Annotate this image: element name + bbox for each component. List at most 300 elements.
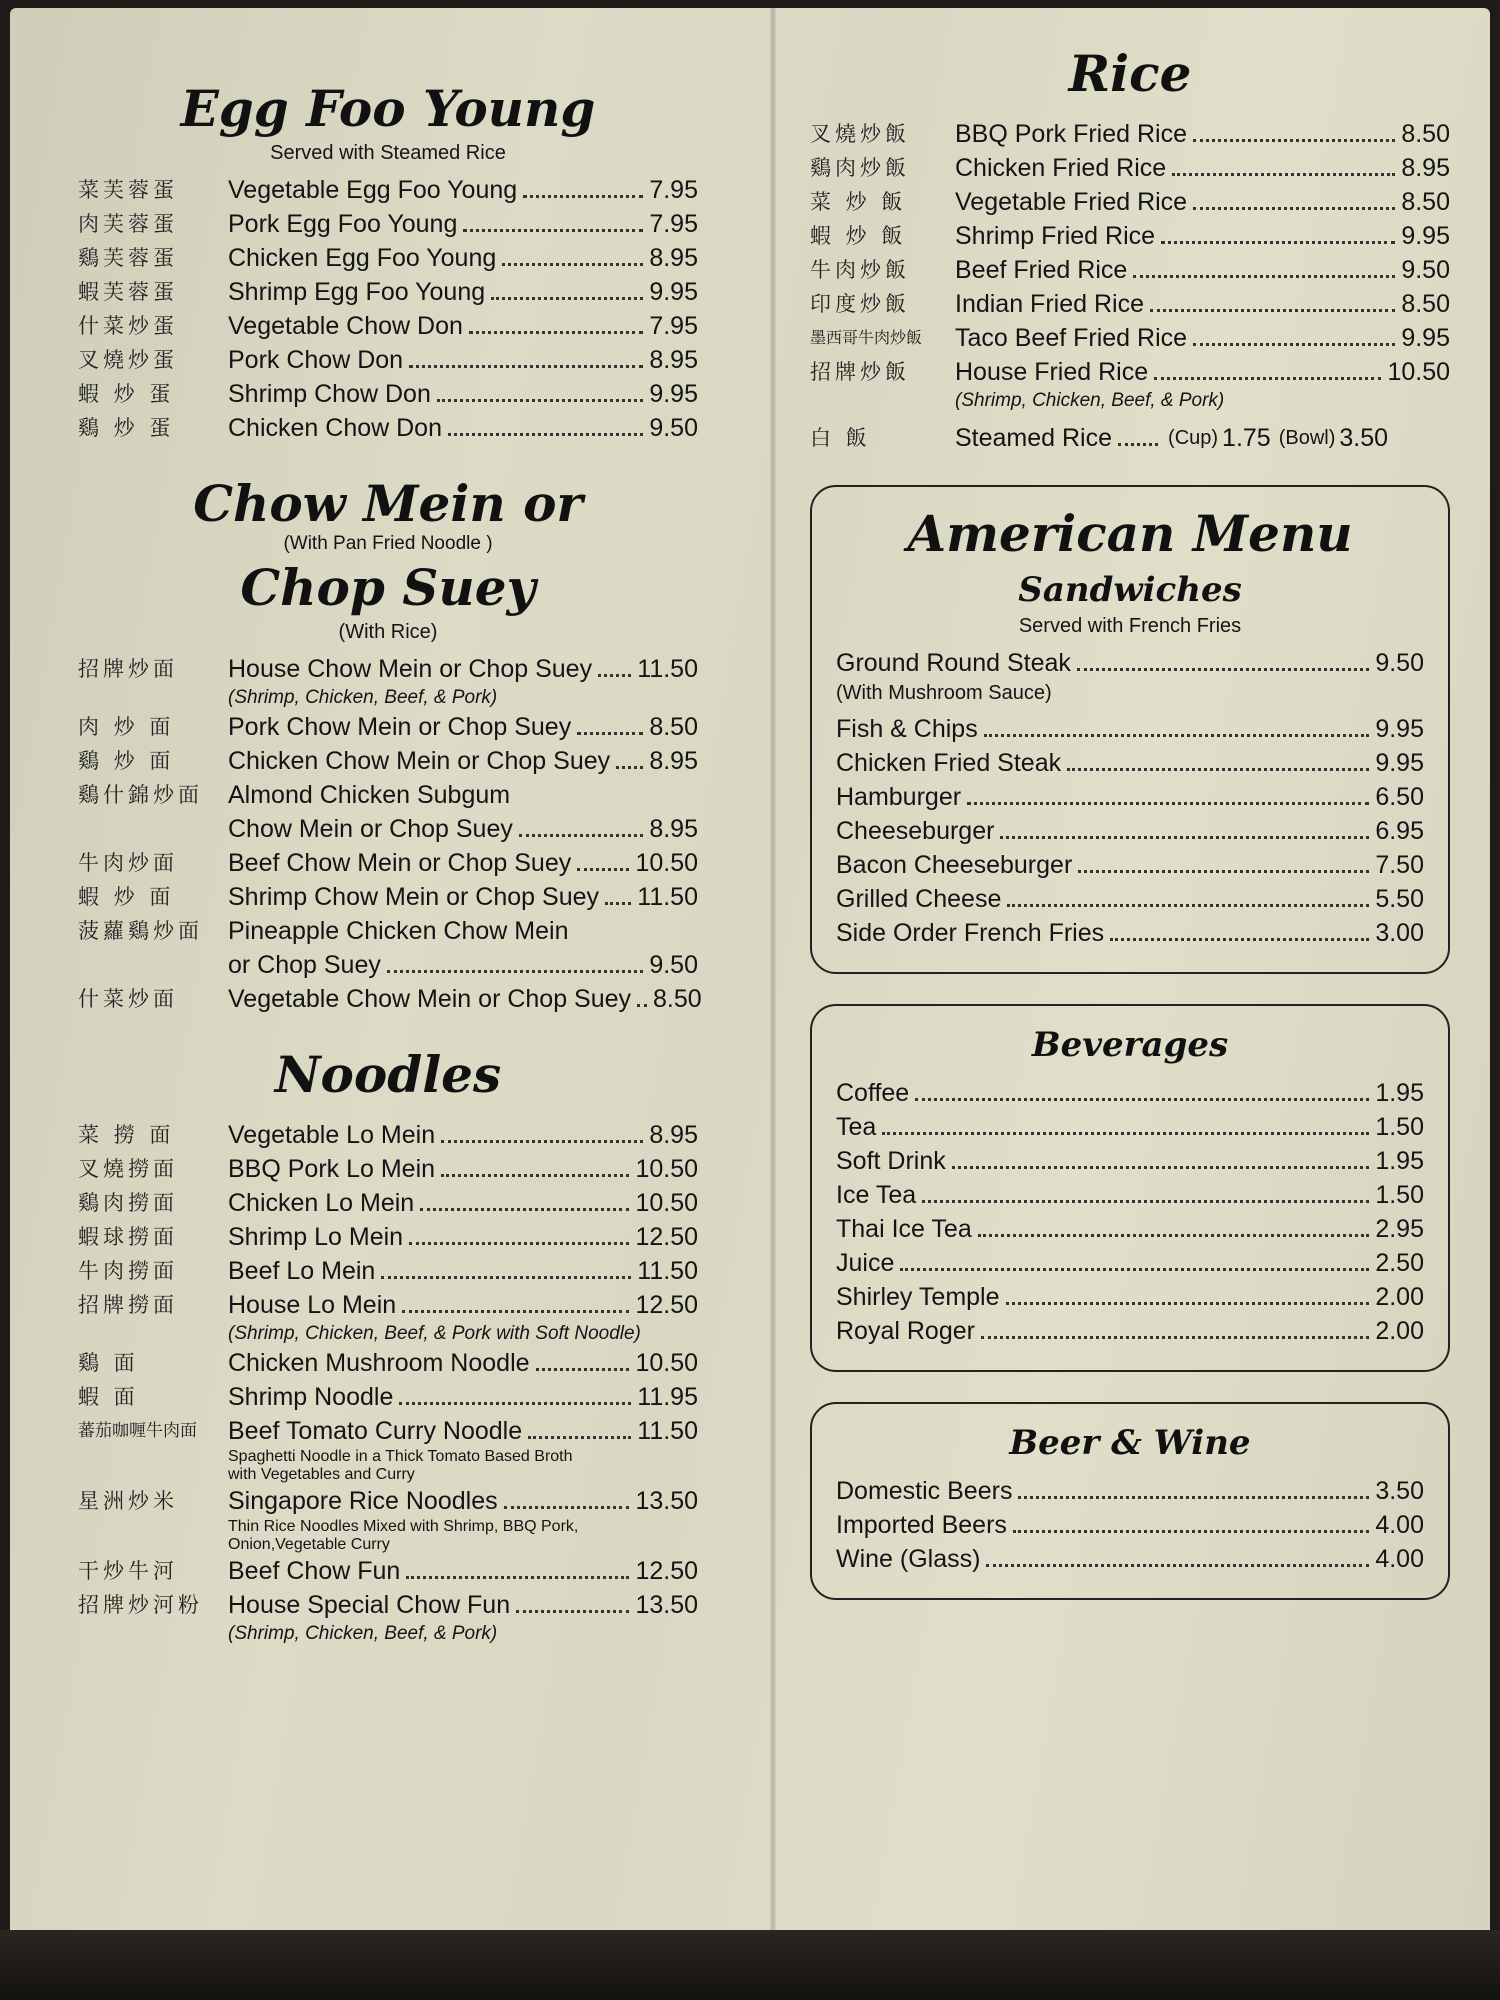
leader-dots [1193,139,1395,142]
menu-item [836,1076,1424,1110]
item-name: Fish & Chips [836,715,978,743]
item-name: Vegetable Fried Rice [955,188,1188,216]
item-name: Vegetable Chow Mein or Chop Suey [228,985,632,1013]
item-price: 7.95 [649,210,698,238]
menu-item [836,848,1424,882]
item-chinese-name: 菜芙蓉蛋 [78,178,178,202]
menu-item [836,712,1424,746]
menu-item [836,646,1424,680]
item-name: Shirley Temple [836,1283,1000,1311]
section-title: Noodles [274,1045,502,1104]
item-chinese-name: 什菜炒面 [78,987,178,1011]
item-price: 11.50 [637,883,698,911]
leader-dots [516,1610,629,1613]
item-name: BBQ Pork Fried Rice [955,120,1188,148]
menu-item [78,173,698,207]
item-chinese-name: 叉燒炒飯 [810,122,910,146]
item-name: House Special Chow Fun [228,1591,511,1619]
item-name: Beef Fried Rice [955,256,1128,284]
item-chinese-name: 蕃茄咖喱牛肉面 [78,1421,197,1441]
item-price: 1.95 [1375,1079,1424,1107]
menu-item-steamed-rice [810,421,1450,455]
menu-item [78,778,698,812]
item-price: 8.95 [649,815,698,843]
section-subtitle: Served with Steamed Rice [270,142,506,164]
item-price: 7.50 [1375,851,1424,879]
leader-dots [952,1166,1370,1169]
item-name: Shrimp Fried Rice [955,222,1156,250]
item-name: Shrimp Egg Foo Young [228,278,486,306]
leader-dots [1078,870,1369,873]
item-price: 9.50 [649,951,698,979]
beverages-box [810,1004,1450,1372]
item-price: 8.50 [1401,188,1450,216]
leader-dots [882,1132,1369,1135]
egg-foo-young-section [78,80,698,445]
item-chinese-name: 星洲炒米 [78,1489,178,1513]
menu-list [810,117,1450,455]
menu-item [810,355,1450,389]
item-name: Grilled Cheese [836,885,1002,913]
menu-item [78,1346,698,1380]
menu-item [78,1554,698,1588]
item-price: 8.95 [649,346,698,374]
leader-dots [978,1234,1370,1237]
item-chinese-name: 叉燒撈面 [78,1157,178,1181]
leader-dots [986,1564,1369,1567]
leader-dots [441,1174,629,1177]
item-chinese-name: 招牌撈面 [78,1293,178,1317]
item-chinese-name: 蝦 面 [78,1385,139,1409]
item-price: 1.50 [1375,1181,1424,1209]
leader-dots [448,433,643,436]
menu-item [78,880,698,914]
item-name: Pineapple Chicken Chow Mein [228,917,569,945]
menu-item [836,1542,1424,1576]
american-menu-box [810,485,1450,974]
leader-dots [1006,1302,1370,1305]
menu-item [810,117,1450,151]
item-price: 6.50 [1375,783,1424,811]
item-description-2: Onion,Vegetable Curry [228,1536,390,1553]
item-name: Beef Tomato Curry Noodle [228,1417,523,1445]
leader-dots [984,734,1370,737]
leader-dots [1007,904,1369,907]
item-price: 8.50 [653,985,702,1013]
menu-item [836,1280,1424,1314]
item-price: 13.50 [635,1487,698,1515]
item-price: 10.50 [635,1349,698,1377]
item-price: 10.50 [635,849,698,877]
leader-dots [1193,207,1395,210]
item-name: Royal Roger [836,1317,975,1345]
leader-dots [915,1098,1369,1101]
page-fold [770,8,776,1943]
item-price: 13.50 [635,1591,698,1619]
menu-item [78,744,698,778]
leader-dots [502,263,643,266]
leader-dots [605,902,631,905]
item-name: Beef Chow Mein or Chop Suey [228,849,572,877]
menu-item [78,1220,698,1254]
menu-item [78,1254,698,1288]
leader-dots [528,1436,631,1439]
menu-item-line-2 [78,948,698,982]
item-price: 12.50 [635,1223,698,1251]
leader-dots [504,1506,630,1509]
item-price: 8.95 [649,244,698,272]
item-name: Chicken Mushroom Noodle [228,1349,530,1377]
noodles-section [78,1046,698,1646]
item-price: 2.95 [1375,1215,1424,1243]
leader-dots [406,1576,629,1579]
menu-item [78,1414,698,1448]
leader-dots [381,1276,631,1279]
item-name: Chicken Fried Rice [955,154,1167,182]
item-price: 3.50 [1375,1477,1424,1505]
section-title: Rice [1068,44,1192,103]
item-price: 11.95 [637,1383,698,1411]
item-price: 10.50 [1387,358,1450,386]
item-price: 9.50 [1375,649,1424,677]
item-name: Singapore Rice Noodles [228,1487,498,1515]
leader-dots [1193,343,1395,346]
menu-item [836,746,1424,780]
item-price: 4.00 [1375,1545,1424,1573]
item-price: 5.50 [1375,885,1424,913]
item-description: Thin Rice Noodles Mixed with Shrimp, BBQ Pork, [228,1518,579,1535]
item-chinese-name: 蝦芙蓉蛋 [78,280,178,304]
menu-item [78,207,698,241]
item-chinese-name: 菜 撈 面 [78,1123,175,1147]
item-name: Indian Fried Rice [955,290,1144,318]
menu-item [78,411,698,445]
menu-item [810,253,1450,287]
leader-dots [402,1310,629,1313]
item-price: 12.50 [635,1557,698,1585]
item-note: (Shrimp, Chicken, Beef, & Pork) [955,390,1225,411]
item-price: 9.50 [1401,256,1450,284]
menu-item [810,151,1450,185]
leader-dots [387,970,643,973]
leader-dots [536,1368,630,1371]
menu-item [78,652,698,686]
item-name: Shrimp Chow Don [228,380,431,408]
item-price: 6.95 [1375,817,1424,845]
item-name: Shrimp Chow Mein or Chop Suey [228,883,599,911]
item-name: House Fried Rice [955,358,1149,386]
item-price: 9.95 [1401,222,1450,250]
menu-item [810,219,1450,253]
item-name: Shrimp Lo Mein [228,1223,404,1251]
menu-item [78,1380,698,1414]
leader-dots [616,766,643,769]
item-chinese-name: 肉芙蓉蛋 [78,212,178,236]
menu-item [78,309,698,343]
menu-item [78,241,698,275]
item-price: 8.50 [649,713,698,741]
item-chinese-name: 鷄芙蓉蛋 [78,246,178,270]
menu-item [78,1118,698,1152]
item-name: Thai Ice Tea [836,1215,972,1243]
item-name: Almond Chicken Subgum [228,781,511,809]
left-column [78,79,702,1676]
item-name-2: Chow Mein or Chop Suey [228,815,513,843]
leader-dots [1018,1496,1369,1499]
menu-item [836,1508,1424,1542]
menu-list [836,1474,1424,1576]
menu-item [836,1314,1424,1348]
item-price: 9.95 [1375,715,1424,743]
leader-dots [1154,377,1381,380]
item-price: 8.95 [649,747,698,775]
leader-dots [441,1140,643,1143]
menu-item [78,710,698,744]
item-name: Juice [836,1249,895,1277]
item-chinese-name: 白 飯 [810,426,871,450]
item-price: 4.00 [1375,1511,1424,1539]
menu-item [836,1144,1424,1178]
item-price: 8.95 [1401,154,1450,182]
item-name: Beef Lo Mein [228,1257,376,1285]
menu-item [78,846,698,880]
item-name: Taco Beef Fried Rice [955,324,1188,352]
item-name: Chicken Lo Mein [228,1189,415,1217]
item-price: 3.00 [1375,919,1424,947]
table-background [0,1930,1500,2000]
leader-dots [1172,173,1395,176]
leader-dots [519,834,643,837]
item-price: 9.95 [649,278,698,306]
right-column [810,45,1450,1630]
menu-list [836,646,1424,950]
item-name: House Lo Mein [228,1291,397,1319]
item-chinese-name: 蝦球撈面 [78,1225,178,1249]
leader-dots [491,297,643,300]
section-note: Served with French Fries [1018,615,1242,637]
item-price: 9.95 [1375,749,1424,777]
item-chinese-name: 鷄 炒 面 [78,749,175,773]
item-price: 9.95 [649,380,698,408]
section-title-2: Chop Suey [240,558,536,617]
leader-dots [598,674,631,677]
menu-item [78,982,702,1016]
item-chinese-name: 鷄 炒 蛋 [78,416,175,440]
menu-item [836,916,1424,950]
leader-dots [409,1242,629,1245]
item-name: Beef Chow Fun [228,1557,401,1585]
item-name: Wine (Glass) [836,1545,981,1573]
item-name: Coffee [836,1079,910,1107]
leader-dots [637,1004,647,1007]
item-price: 9.50 [649,414,698,442]
section-note-2: (With Rice) [338,621,438,643]
menu-item-line-2 [78,812,698,846]
item-name: Chicken Chow Don [228,414,442,442]
item-name: Pork Chow Don [228,346,404,374]
leader-dots [1150,309,1395,312]
item-name: Cheeseburger [836,817,995,845]
section-title: American Menu [907,504,1353,563]
menu-item [78,914,698,948]
item-price: 8.50 [1401,290,1450,318]
cup-label: (Cup) [1168,427,1219,449]
item-price: 2.00 [1375,1317,1424,1345]
leader-dots [1013,1530,1369,1533]
item-note: (Shrimp, Chicken, Beef, & Pork with Soft Noodle) [228,1323,641,1344]
item-chinese-name: 鷄肉炒飯 [810,156,910,180]
leader-dots [409,365,643,368]
beer-wine-box [810,1402,1450,1600]
item-chinese-name: 招牌炒飯 [810,360,910,384]
item-note: (Shrimp, Chicken, Beef, & Pork) [228,687,498,708]
leader-dots [900,1268,1369,1271]
item-name: Tea [836,1113,877,1141]
item-name: Shrimp Noodle [228,1383,394,1411]
item-chinese-name: 鷄什錦炒面 [78,783,203,807]
item-chinese-name: 牛肉炒面 [78,851,178,875]
menu-item [810,185,1450,219]
item-chinese-name: 菜 炒 飯 [810,190,907,214]
section-title: Chow Mein or [193,474,583,533]
item-chinese-name: 牛肉炒飯 [810,258,910,282]
bowl-label: (Bowl) [1278,427,1336,449]
leader-dots [967,802,1369,805]
item-name: Steamed Rice [955,424,1113,452]
menu-item [836,1212,1424,1246]
item-price: 8.95 [649,1121,698,1149]
item-price: 2.00 [1375,1283,1424,1311]
item-name: House Chow Mein or Chop Suey [228,655,593,683]
leader-dots [1110,938,1369,941]
section-note: (With Pan Fried Noodle ) [283,533,493,554]
item-price: 7.95 [649,312,698,340]
section-title: Beer & Wine [1009,1423,1251,1463]
menu-list [78,173,698,445]
item-name: Vegetable Egg Foo Young [228,176,518,204]
leader-dots [437,399,643,402]
item-name: Domestic Beers [836,1477,1013,1505]
menu-item [78,1484,698,1518]
item-price: 1.95 [1375,1147,1424,1175]
section-title: Beverages [1031,1025,1229,1065]
chow-mein-section [78,474,702,1016]
leader-dots [420,1208,629,1211]
item-name: Pork Egg Foo Young [228,210,458,238]
item-chinese-name: 印度炒飯 [810,292,910,316]
item-chinese-name: 什菜炒蛋 [78,314,178,338]
item-price: 10.50 [635,1189,698,1217]
item-description-2: with Vegetables and Curry [228,1466,415,1483]
item-chinese-name: 牛肉撈面 [78,1259,178,1283]
item-chinese-name: 菠蘿鷄炒面 [78,919,203,943]
cup-price: 1.75 [1222,424,1271,452]
item-name: Ground Round Steak [836,649,1071,677]
leader-dots [922,1200,1369,1203]
item-price: 2.50 [1375,1249,1424,1277]
menu-item [810,287,1450,321]
item-price: 11.50 [637,655,698,683]
item-name: Soft Drink [836,1147,946,1175]
item-chinese-name: 墨西哥牛肉炒飯 [810,328,923,347]
leader-dots [981,1336,1369,1339]
item-name: Hamburger [836,783,962,811]
rice-section [810,45,1450,455]
menu-item [836,1474,1424,1508]
item-price: 12.50 [635,1291,698,1319]
leader-dots [1000,836,1369,839]
item-chinese-name: 肉 炒 面 [78,715,175,739]
leader-dots [1067,768,1369,771]
item-price: 10.50 [635,1155,698,1183]
leader-dots [1077,668,1369,671]
leader-dots [1118,443,1158,446]
leader-dots [1161,241,1395,244]
menu-item [78,1152,698,1186]
menu-list [836,1076,1424,1348]
menu-item [78,1186,698,1220]
menu-item [78,275,698,309]
item-name: Vegetable Lo Mein [228,1121,436,1149]
item-name: Chicken Egg Foo Young [228,244,497,272]
section-title: Egg Foo Young [180,79,596,138]
menu-item [78,343,698,377]
menu-list [78,1118,698,1646]
menu-item [836,780,1424,814]
item-price: 11.50 [637,1417,698,1445]
leader-dots [1133,275,1395,278]
menu-item [836,1178,1424,1212]
menu-item [836,1246,1424,1280]
leader-dots [469,331,643,334]
item-name: Vegetable Chow Don [228,312,463,340]
menu-item [836,1110,1424,1144]
leader-dots [399,1402,631,1405]
menu-item [810,321,1450,355]
item-chinese-name: 招牌炒面 [78,657,178,681]
menu-item [78,1588,698,1622]
item-price: 8.50 [1401,120,1450,148]
item-name-2: or Chop Suey [228,951,381,979]
item-chinese-name: 蝦 炒 面 [78,885,175,909]
leader-dots [523,195,643,198]
menu-item [78,1288,698,1322]
item-description: Spaghetti Noodle in a Thick Tomato Based Broth [228,1448,573,1465]
item-chinese-name: 招牌炒河粉 [78,1593,203,1617]
item-name: Side Order French Fries [836,919,1105,947]
item-name: Chicken Chow Mein or Chop Suey [228,747,611,775]
leader-dots [463,229,643,232]
item-name: BBQ Pork Lo Mein [228,1155,436,1183]
menu-item [836,814,1424,848]
item-chinese-name: 鷄肉撈面 [78,1191,178,1215]
menu-item [78,377,698,411]
item-price: 9.95 [1401,324,1450,352]
section-subtitle: Sandwiches [1018,570,1242,610]
leader-dots [577,868,629,871]
leader-dots [577,732,643,735]
menu-list [78,652,702,1016]
item-note: (Shrimp, Chicken, Beef, & Pork) [228,1623,498,1644]
item-name: Chicken Fried Steak [836,749,1062,777]
item-name: Bacon Cheeseburger [836,851,1073,879]
item-name: Imported Beers [836,1511,1007,1539]
item-chinese-name: 干炒牛河 [78,1559,178,1583]
item-price: 1.50 [1375,1113,1424,1141]
item-chinese-name: 蝦 炒 蛋 [78,382,175,406]
item-chinese-name: 蝦 炒 飯 [810,224,907,248]
bowl-price: 3.50 [1339,424,1389,452]
